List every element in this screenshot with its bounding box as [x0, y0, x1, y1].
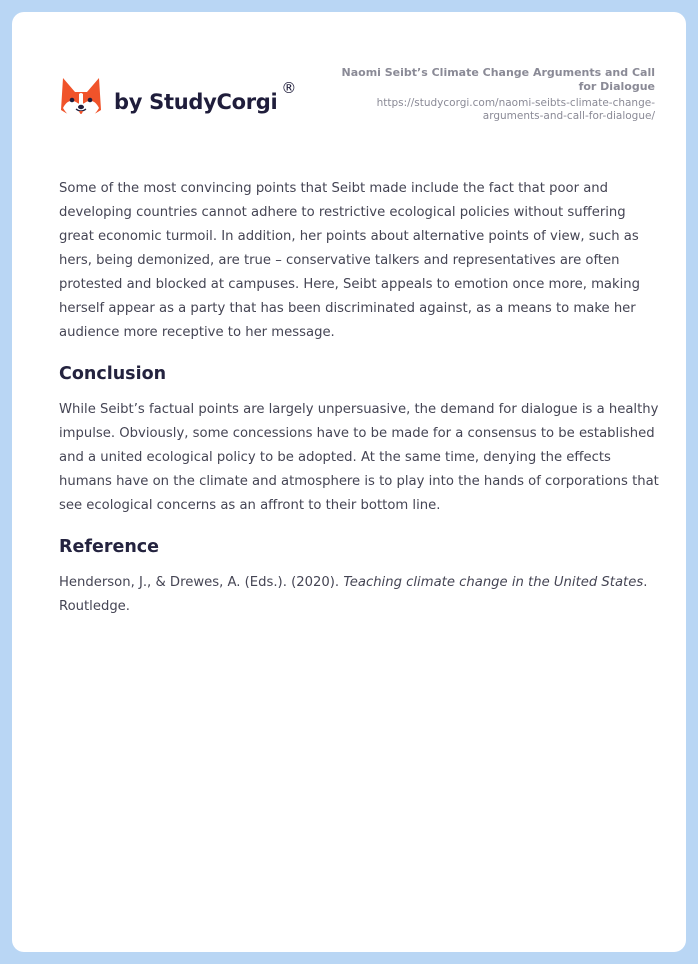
reference-entry: [59, 571, 659, 619]
logo-text: by StudyCorgi: [114, 90, 278, 114]
reference-heading: Reference: [59, 537, 160, 557]
document-url[interactable]: https://studycorgi.com/naomi-seibts-climate-change-arguments-and-call-for-dialogue/: [376, 97, 655, 122]
corgi-logo-icon: [60, 76, 102, 122]
reference-authors: Henderson, J., & Drewes, A. (Eds.). (2020).: [59, 575, 344, 590]
article-body: [59, 177, 659, 619]
document-meta: [325, 66, 655, 123]
document-card: [12, 12, 686, 952]
reference-title: Teaching climate change in the United States: [343, 575, 644, 590]
document-title: Naomi Seibt’s Climate Change Arguments and Call for Dialogue: [341, 66, 655, 93]
studycorgi-logo[interactable]: [60, 76, 296, 122]
registered-mark: ®: [281, 79, 297, 97]
reference-publisher: . Routledge.: [59, 575, 648, 614]
intro-paragraph: Some of the most convincing points that Seibt made include the fact that poor and developing countries cannot adhere to restrictive ecological policies without suffering great economic turmoil. In addition, her points about alternative points of view, such as hers, being demonized, are true – conservative talkers and representatives are often protested and blocked at campuses. Here, Seibt appeals to emotion once more, making herself appear as a party that has been discriminated against, as a means to make her audience more receptive to her message.: [59, 181, 641, 340]
conclusion-paragraph: While Seibt’s factual points are largely unpersuasive, the demand for dialogue is a healthy impulse. Obviously, some concessions have to be made for a consensus to be established and a united ecological policy to be adopted. At the same time, denying the effects humans have on the climate and atmosphere is to play into the hands of corporations that see ecological concerns as an affront to their bottom line.: [59, 402, 659, 513]
conclusion-heading: Conclusion: [59, 364, 167, 384]
